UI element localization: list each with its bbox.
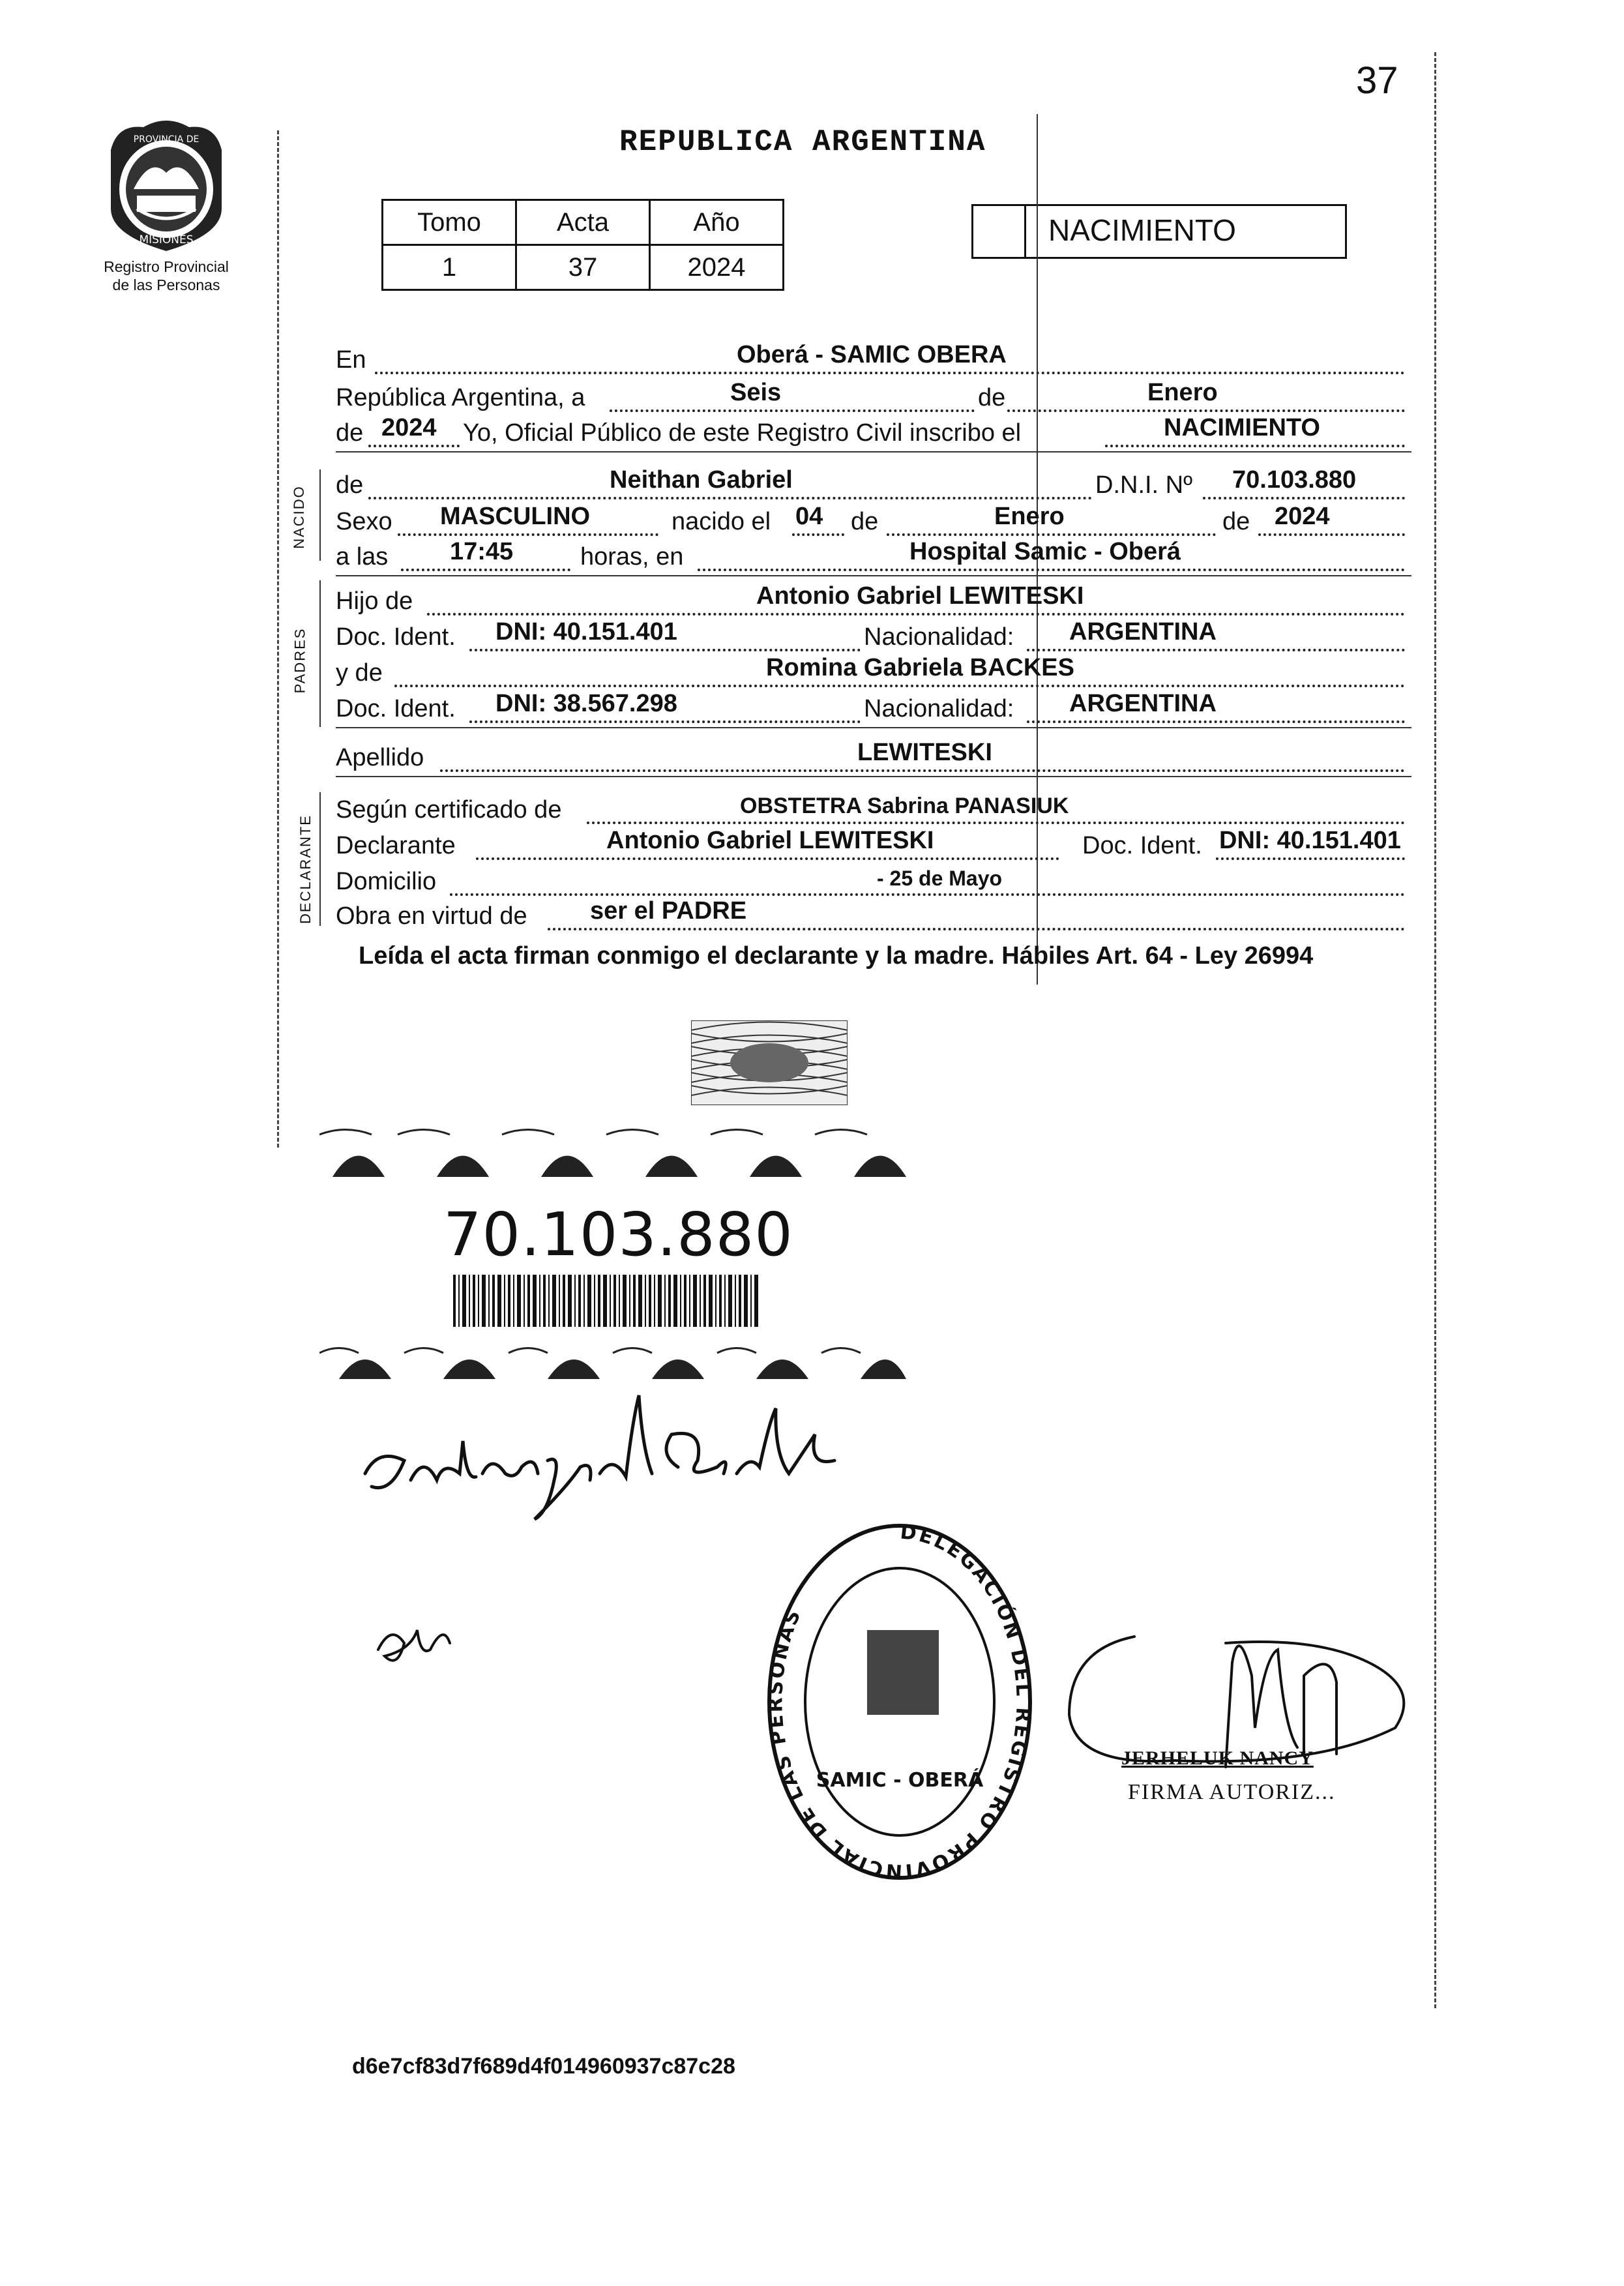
value-lugar-inscripcion: Oberá - SAMIC OBERA — [737, 341, 1007, 368]
value-lugar-nacimiento: Hospital Samic - Oberá — [909, 538, 1181, 565]
value-mes-inscripcion: Enero — [1147, 379, 1218, 406]
side-label-declarante: DECLARANTE — [297, 814, 314, 924]
initials-signature — [352, 1611, 469, 1676]
label-madre-doc: Doc. Ident. — [336, 695, 456, 722]
row-en — [336, 339, 1411, 378]
emblem-caption — [72, 258, 261, 294]
label-dni: D.N.I. Nº — [1095, 471, 1192, 499]
value-apellido: LEWITESKI — [857, 739, 992, 766]
official-signature-label: FIRMA AUTORIZ... — [1128, 1780, 1336, 1804]
row-obra-en-virtud — [336, 895, 1411, 934]
value-anio-nacimiento: 2024 — [1275, 503, 1330, 530]
value-anio-inscripcion: 2024 — [381, 414, 437, 441]
value-madre: Romina Gabriela BACKES — [766, 654, 1074, 681]
label-de-nombre: de — [336, 471, 364, 499]
side-label-nacido: NACIDO — [290, 485, 307, 549]
row-nacido-sexo — [336, 501, 1411, 540]
row-apellido — [336, 737, 1411, 776]
row-madre-doc — [336, 688, 1411, 727]
label-apellido: Apellido — [336, 744, 424, 771]
registry-table-header-row — [383, 200, 784, 245]
emblem-text-top: PROVINCIA DE — [133, 134, 199, 145]
label-sexo: Sexo — [336, 508, 392, 535]
label-y-de: y de — [336, 659, 383, 687]
label-oficial: Yo, Oficial Público de este Registro Civil inscribo el — [463, 419, 1022, 447]
label-a-las: a las — [336, 543, 389, 571]
value-declarante-doc: DNI: 40.151.401 — [1219, 827, 1401, 854]
row-republica — [336, 377, 1411, 416]
row-domicilio — [336, 861, 1411, 900]
registry-value-tomo: 1 — [383, 245, 516, 290]
registry-value-anio: 2024 — [650, 245, 784, 290]
value-dia-inscripcion: Seis — [730, 379, 782, 406]
value-nombre-nacido: Neithan Gabriel — [610, 466, 793, 494]
page-number: 37 — [1356, 59, 1398, 102]
label-de: de — [978, 384, 1006, 411]
closing-statement: Leída el acta firman conmigo el declarante y la madre. Hábiles Art. 64 - Ley 26994 — [359, 942, 1314, 970]
registry-value-acta: 37 — [516, 245, 650, 290]
value-dni-nacido: 70.103.880 — [1232, 466, 1357, 494]
value-madre-nacionalidad: ARGENTINA — [1069, 690, 1217, 717]
label-padre-nacionalidad: Nacionalidad: — [864, 623, 1014, 651]
value-hora: 17:45 — [450, 538, 514, 565]
stamp-ring-text: DELEGACIÓN DEL REGISTRO PROVINCIAL DE LAS PERSONAS — [764, 1521, 1035, 1883]
registry-header-anio: Año — [650, 200, 784, 245]
security-hologram-seal — [691, 1020, 848, 1105]
value-mes-nacimiento: Enero — [994, 503, 1065, 530]
declarant-signature — [352, 1382, 913, 1532]
label-nacido-el: nacido el — [672, 508, 771, 535]
dni-sticker-top-pattern — [319, 1121, 906, 1180]
label-de-anio-nacimiento: de — [1222, 508, 1250, 535]
stamp-inner-text: SAMIC - OBERÁ — [816, 1769, 984, 1792]
label-madre-nacionalidad: Nacionalidad: — [864, 695, 1014, 722]
label-domicilio: Domicilio — [336, 868, 437, 895]
emblem-caption-line1: Registro Provincial — [104, 258, 229, 275]
dni-barcode — [453, 1275, 760, 1327]
dni-sticker-bottom-pattern — [319, 1333, 906, 1379]
province-emblem-logo — [98, 111, 235, 261]
registry-table — [381, 199, 784, 291]
registry-table-value-row — [383, 245, 784, 290]
official-name: JERHELUK NANCY — [1121, 1747, 1314, 1769]
emblem-text-bottom: MISIONES — [139, 233, 194, 246]
label-de-anio: de — [336, 419, 364, 447]
label-segun-certificado: Según certificado de — [336, 796, 562, 824]
row-madre — [336, 652, 1411, 691]
value-domicilio: - 25 de Mayo — [877, 867, 1003, 890]
label-declarante-doc: Doc. Ident. — [1082, 832, 1202, 859]
row-padre-doc — [336, 616, 1411, 655]
value-sexo: MASCULINO — [440, 503, 591, 530]
label-republica: República Argentina, a — [336, 384, 585, 411]
row-nacido-hora — [336, 536, 1411, 575]
value-padre: Antonio Gabriel LEWITESKI — [756, 582, 1084, 610]
record-type: NACIMIENTO — [1048, 213, 1236, 247]
emblem-caption-line2: de las Personas — [112, 276, 220, 293]
page-title: REPUBLICA ARGENTINA — [619, 125, 986, 159]
row-segun-certificado — [336, 789, 1411, 828]
label-obra-en-virtud: Obra en virtud de — [336, 902, 527, 930]
row-declarante — [336, 825, 1411, 864]
row-padre — [336, 580, 1411, 619]
label-horas-en: horas, en — [580, 543, 684, 571]
official-registry-stamp — [756, 1513, 1043, 1891]
value-certificado: OBSTETRA Sabrina PANASIUK — [740, 794, 1069, 818]
value-dia-nacimiento: 04 — [795, 503, 823, 530]
value-padre-doc: DNI: 40.151.401 — [495, 618, 677, 646]
label-hijo-de: Hijo de — [336, 587, 413, 615]
label-de-mes: de — [851, 508, 879, 535]
row-oficial — [336, 412, 1411, 451]
dni-sticker-number: 70.103.880 — [443, 1200, 793, 1269]
row-nacido-nombre — [336, 464, 1411, 503]
label-en: En — [336, 346, 366, 374]
value-inscribo: NACIMIENTO — [1164, 414, 1320, 441]
registry-header-tomo: Tomo — [383, 200, 516, 245]
value-padre-nacionalidad: ARGENTINA — [1069, 618, 1217, 646]
value-madre-doc: DNI: 38.567.298 — [495, 690, 677, 717]
side-label-padres: PADRES — [291, 627, 308, 694]
label-declarante: Declarante — [336, 832, 456, 859]
label-padre-doc: Doc. Ident. — [336, 623, 456, 651]
registry-header-acta: Acta — [516, 200, 650, 245]
document-hash: d6e7cf83d7f689d4f014960937c87c28 — [352, 2054, 735, 2079]
record-type-box — [971, 204, 1347, 259]
value-declarante: Antonio Gabriel LEWITESKI — [606, 827, 934, 854]
value-obra-en-virtud: ser el PADRE — [590, 897, 747, 925]
